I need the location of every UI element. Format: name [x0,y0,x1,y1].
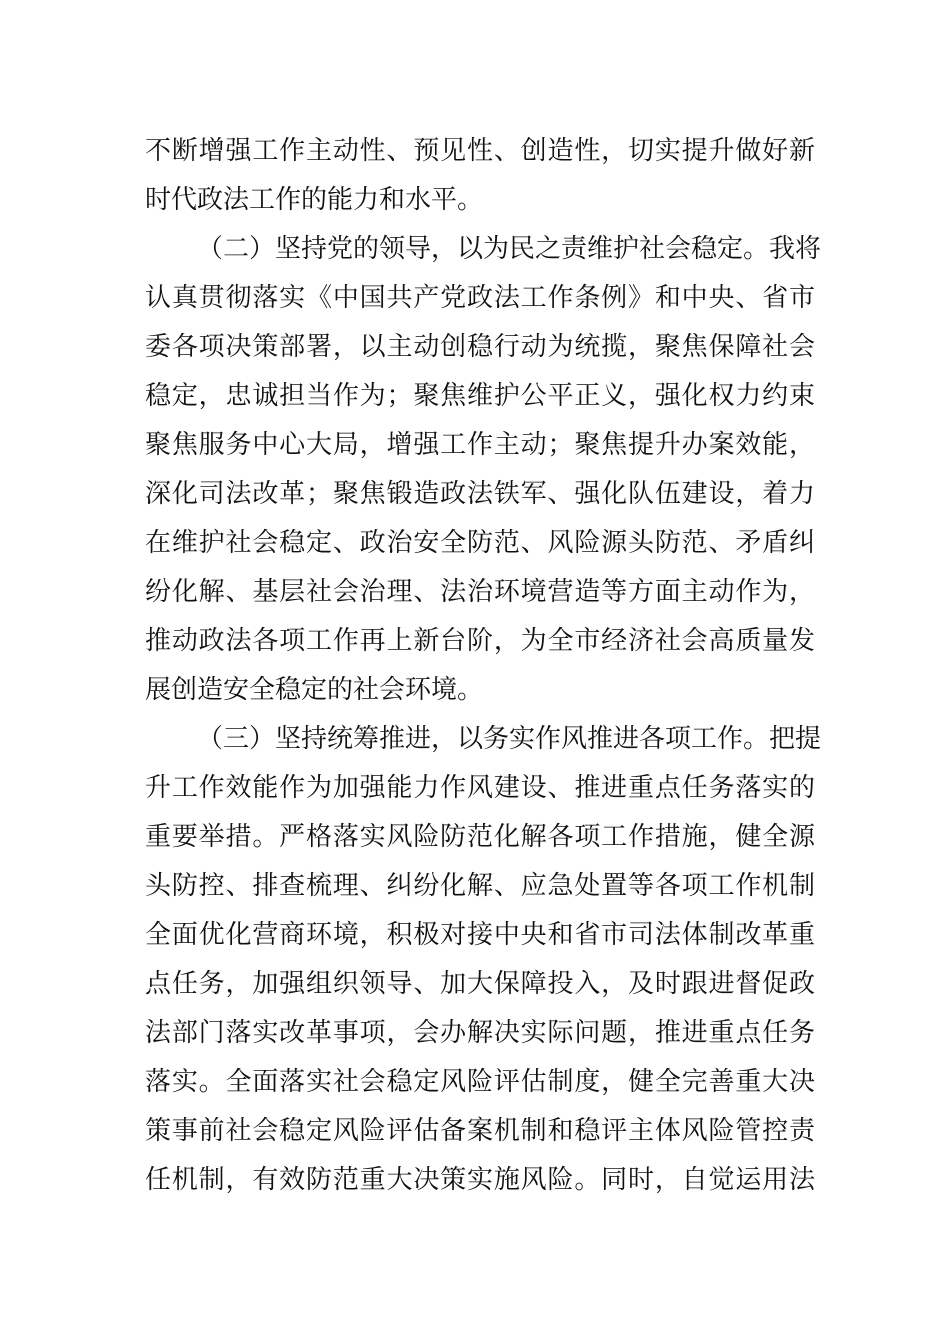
text-line: 在维护社会稳定、政治安全防范、风险源头防范、矛盾纠 [145,528,815,558]
text-line: 聚焦服务中心大局，增强工作主动；聚焦提升办案效能， [145,430,815,460]
document-body [145,127,822,1205]
text-line: 深化司法改革；聚焦锻造政法铁军、强化队伍建设，着力 [145,479,815,509]
text-line: 委各项决策部署，以主动创稳行动为统揽，聚焦保障社会 [145,332,815,362]
text-line: 时代政法工作的能力和水平。 [145,185,484,215]
text-line: 认真贯彻落实《中国共产党政法工作条例》和中央、省市 [145,283,815,313]
paragraph-heading-line: （三）坚持统筹推进，以务实作风推进各项工作。把提 [197,724,822,754]
text-line: 头防控、排查梳理、纠纷化解、应急处置等各项工作机制 [145,871,815,901]
text-line: 展创造安全稳定的社会环境。 [145,675,484,705]
paragraph-heading-line: （二）坚持党的领导，以为民之责维护社会稳定。我将 [197,234,822,264]
text-line: 推动政法各项工作再上新台阶，为全市经济社会高质量发 [145,626,815,656]
text-line: 稳定，忠诚担当作为；聚焦维护公平正义，强化权力约束 [145,381,815,411]
text-line: 重要举措。严格落实风险防范化解各项工作措施，健全源 [145,822,815,852]
text-line: 法部门落实改革事项，会办解决实际问题，推进重点任务 [145,1018,815,1048]
text-line: 点任务，加强组织领导、加大保障投入，及时跟进督促政 [145,969,815,999]
text-line: 落实。全面落实社会稳定风险评估制度，健全完善重大决 [145,1067,815,1097]
text-line: 纷化解、基层社会治理、法治环境营造等方面主动作为， [145,577,815,607]
text-line: 策事前社会稳定风险评估备案机制和稳评主体风险管控责 [145,1116,815,1146]
text-line: 全面优化营商环境，积极对接中央和省市司法体制改革重 [145,920,815,950]
text-line: 任机制，有效防范重大决策实施风险。同时，自觉运用法 [145,1165,815,1195]
text-line: 不断增强工作主动性、预见性、创造性，切实提升做好新 [145,136,815,166]
text-line: 升工作效能作为加强能力作风建设、推进重点任务落实的 [145,773,815,803]
